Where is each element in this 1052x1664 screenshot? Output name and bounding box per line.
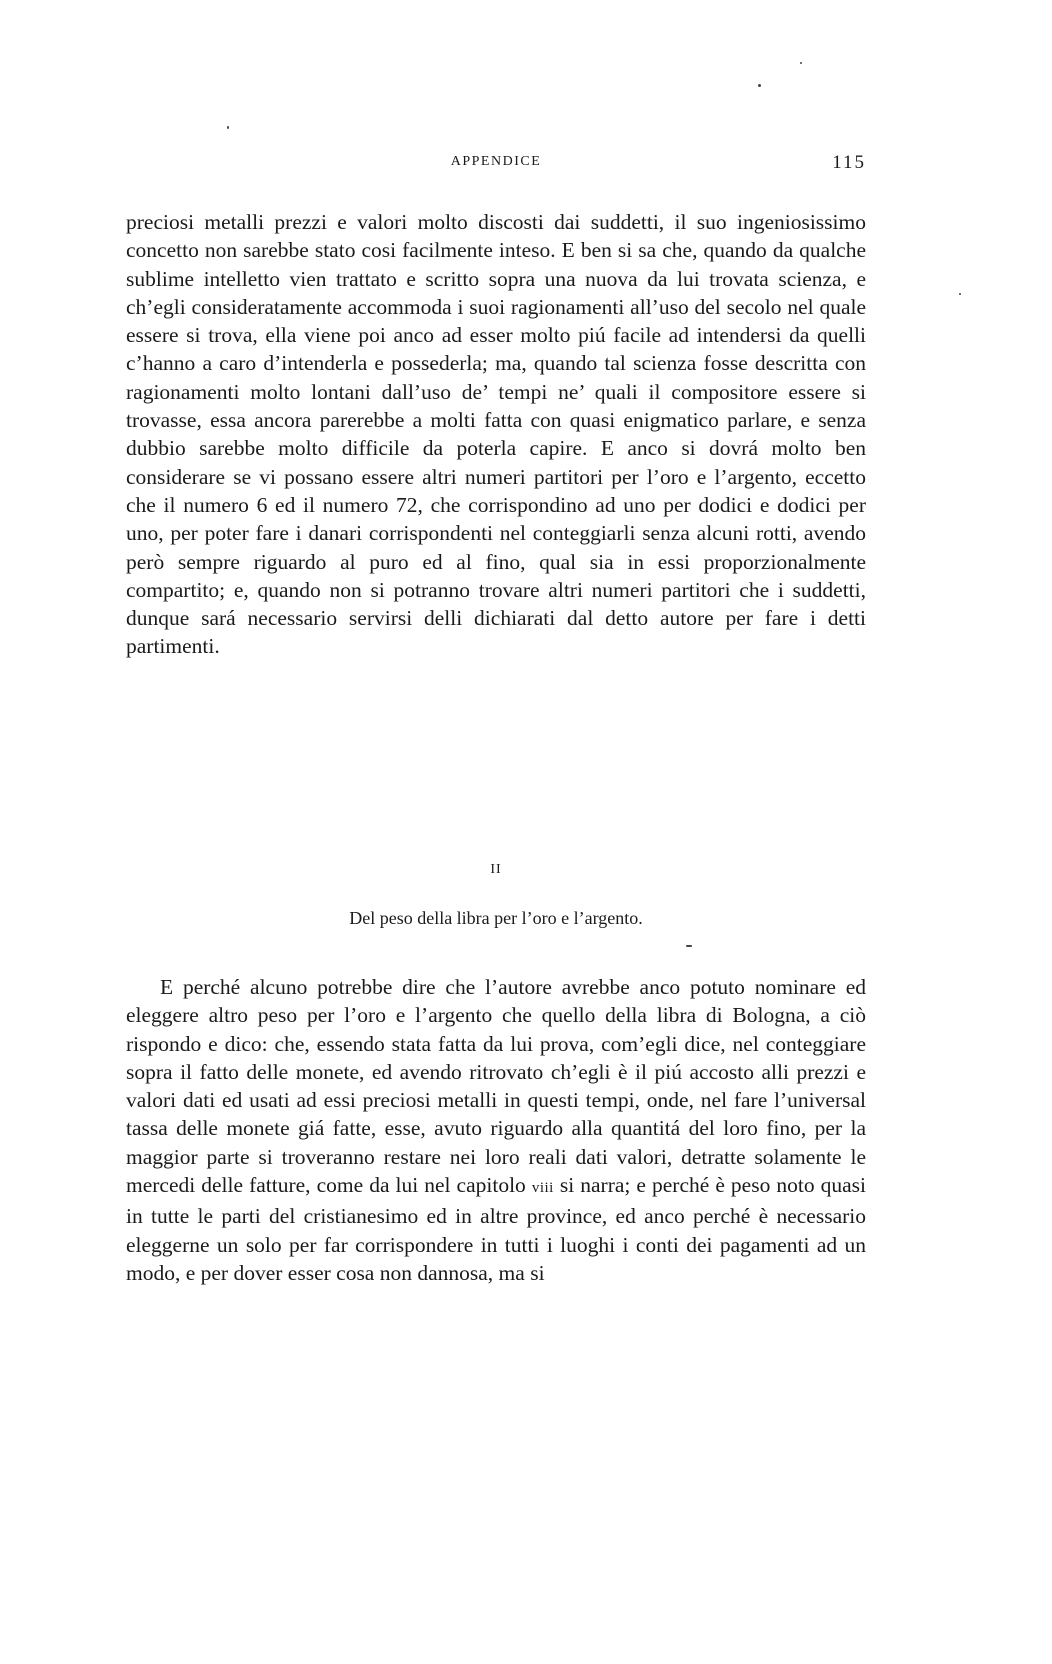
- running-head: [126, 154, 866, 178]
- running-title: APPENDICE: [450, 154, 542, 169]
- paragraph-continued: preciosi metalli prezzi e valori molto discosti dai suddetti, il suo ingeniosissimo concetto non sarebbe stato cosi facilmente inteso. E ben si sa che, quando da qualche sublime intelletto vien trattato e scritto sopra una nuova da lui trovata scienza, e ch’egli consideratamente accommoda i suoi ragionamenti all’uso del secolo nel quale essere si trova, ella viene poi anco ad esser molto piú facile ad intendersi da quelli c’hanno a caro d’intenderla e possederla; ma, quando tal scienza fosse descritta con ragionamenti molto lontani dall’uso de’ tempi ne’ quali il compositore essere si trovasse, essa ancora parerebbe a molti fatta con quasi enigmatico parlare, e senza dubbio sarebbe molto difficile da poterla capire. E anco si dovrá molto ben considerare se vi possano essere altri numeri partitori per l’oro e l’argento, eccetto che il numero 6 ed il numero 72, che corrispondino ad uno per dodici e dodici per uno, per poter fare i danari corrispondenti nel conteggiarli senza alcuni rotti, avendo però sempre riguardo al puro ed al fino, qual sia in essi proporzionalmente compartito; e, quando non si potranno trovare altri numeri partitori che i suddetti, dunque sará necessario servirsi delli dichiarati dal detto autore per fare i detti partimenti.: [126, 210, 866, 659]
- scan-speck: [758, 84, 761, 87]
- section-number: II: [490, 862, 502, 877]
- scan-speck: [959, 293, 961, 295]
- paragraph-section-2: [126, 973, 866, 1287]
- chapter-reference: viii: [531, 1180, 554, 1197]
- page-number: 115: [832, 152, 866, 173]
- body-text-continued: [126, 208, 866, 661]
- paragraph-text-before: E perché alcuno potrebbe dire che l’autore avrebbe anco potuto nominare ed eleggere altro peso per l’oro e l’argento che quello della libra di Bologna, a ciò rispondo e dico: che, essendo stata fatta da lui prova, com’egli dice, nel conteggiare sopra il fatto delle monete, ed avendo ritrovato ch’egli è il piú accosto alli prezzi e valori dati ed usati ad essi preciosi metalli in questi tempi, onde, nel fare l’universal tassa delle monete giá fatte, esse, avuto riguardo alla quantitá del loro fino, per la maggior parte si troveranno restare nei loro reali dati valori, detratte solamente le mercedi delle fatture, come da lui nel capitolo: [126, 975, 866, 1198]
- scan-speck: [800, 62, 802, 64]
- scan-speck: [686, 945, 692, 947]
- paragraph-text-after: si narra; e perché è peso noto quasi in tutte le parti del cristianesimo ed in altre province, ed anco perché è necessario eleggerne un solo per far corrispondere in tutti i luoghi i conti dei pagamenti ad un modo, e per dover esser cosa non dannosa, ma si: [126, 1173, 866, 1285]
- section-title: Del peso della libra per l’oro e l’argento.: [349, 908, 643, 928]
- scan-speck: [227, 126, 229, 129]
- body-text-section-2: [126, 973, 866, 1287]
